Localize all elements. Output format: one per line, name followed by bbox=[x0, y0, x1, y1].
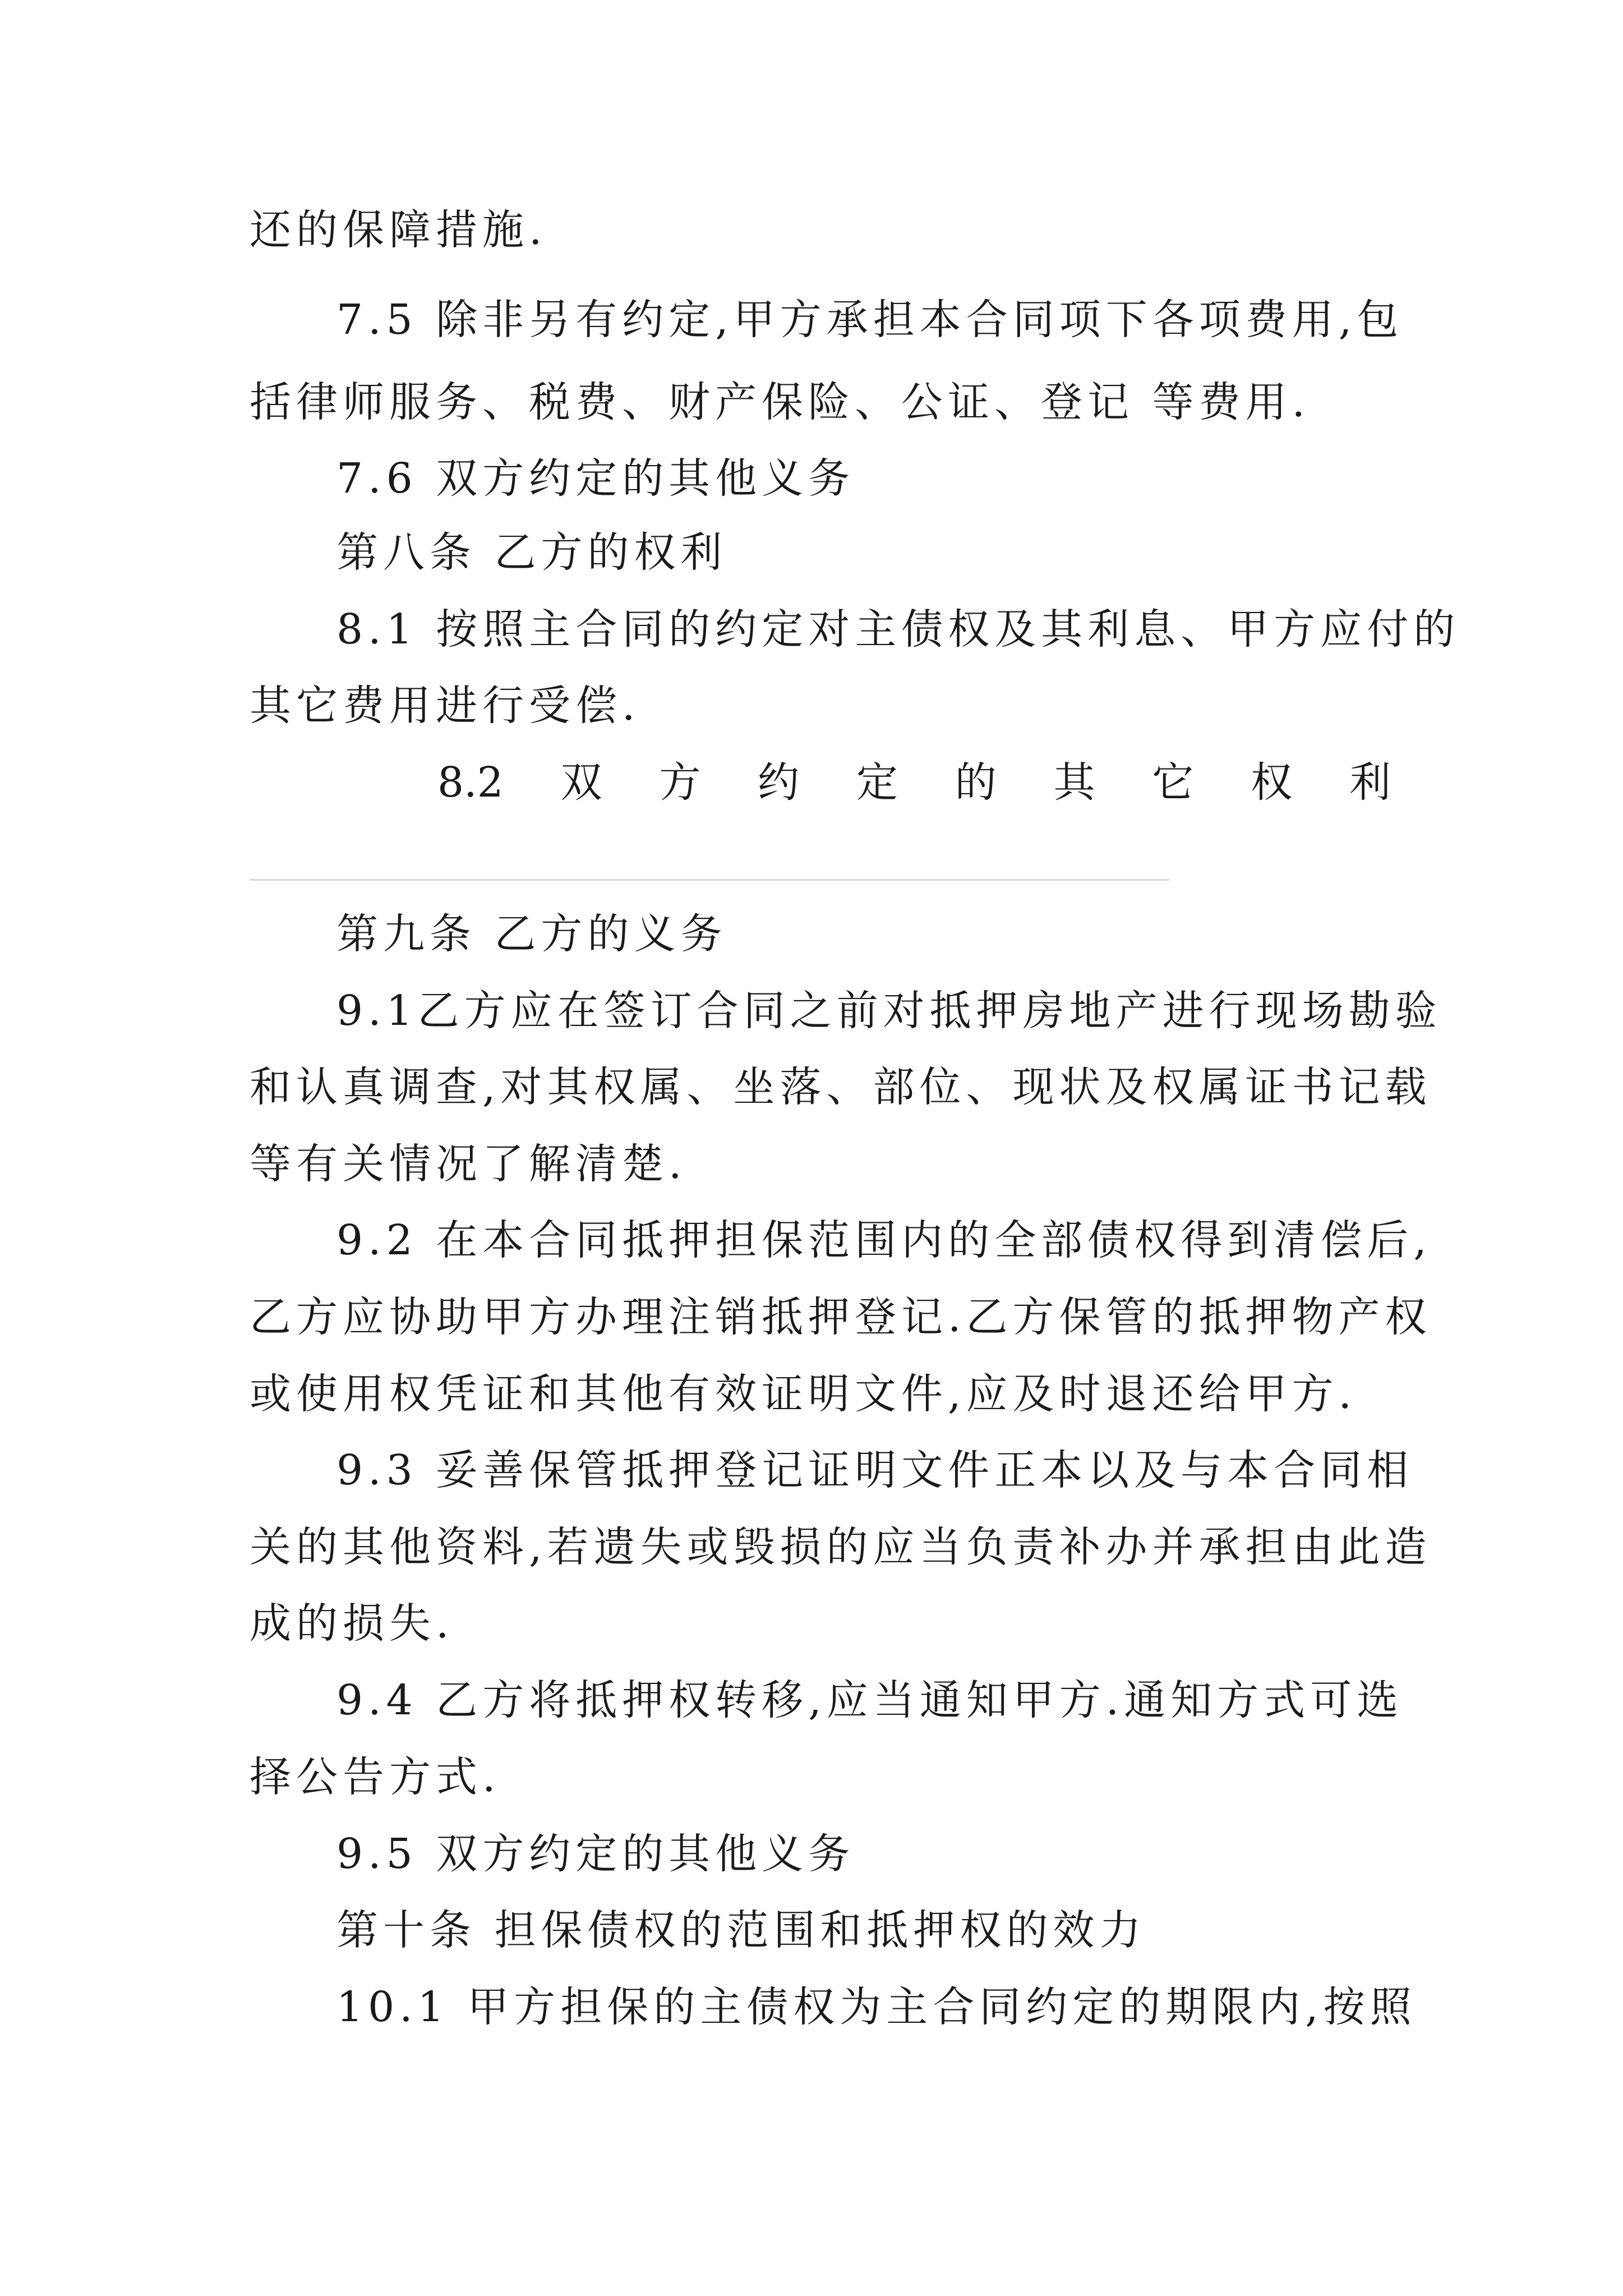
paragraph-line: 10.1 甲方担保的主债权为主合同约定的期限内,按照 bbox=[336, 1983, 1417, 2031]
spaced-char: 定 bbox=[856, 758, 898, 807]
paragraph-line: 还的保障措施. bbox=[250, 206, 547, 254]
spaced-char: 方 bbox=[659, 758, 701, 807]
paragraph-line: 9.3 妥善保管抵押登记证明文件正本以及与本合同相 bbox=[336, 1446, 1414, 1494]
spaced-char: 权 bbox=[1251, 758, 1293, 807]
paragraph-line: 或使用权凭证和其他有效证明文件,应及时退还给甲方. bbox=[250, 1370, 1357, 1418]
paragraph-line: 9.4 乙方将抵押权转移,应当通知甲方.通知方式可选 bbox=[336, 1676, 1404, 1724]
paragraph-line: 和认真调查,对其权属、坐落、部位、现状及权属证书记载 bbox=[250, 1063, 1432, 1111]
paragraph-line: 7.6 双方约定的其他义务 bbox=[336, 454, 855, 503]
blank-underline bbox=[250, 879, 1169, 881]
paragraph-line: 择公告方式. bbox=[250, 1753, 501, 1801]
section-heading: 第九条 乙方的义务 bbox=[336, 910, 727, 958]
spaced-char: 约 bbox=[758, 758, 800, 807]
section-heading: 第八条 乙方的权利 bbox=[336, 528, 727, 577]
spaced-char: 它 bbox=[1152, 758, 1194, 807]
paragraph-line: 其它费用进行受偿. bbox=[250, 682, 640, 730]
paragraph-line: 等有关情况了解清楚. bbox=[250, 1140, 687, 1188]
spaced-char: 利 bbox=[1349, 758, 1391, 807]
paragraph-line: 7.5 除非另有约定,甲方承担本合同项下各项费用,包 bbox=[336, 296, 1404, 344]
paragraph-line: 8.1 按照主合同的约定对主债权及其利息、甲方应付的 bbox=[336, 605, 1460, 654]
paragraph-line: 括律师服务、税费、财产保险、公证、登记 等费用. bbox=[250, 378, 1311, 426]
spaced-char: 其 bbox=[1053, 758, 1095, 807]
paragraph-line: 9.2 在本合同抵押担保范围内的全部债权得到清偿后, bbox=[336, 1216, 1432, 1264]
paragraph-line: 关的其他资料,若遗失或毁损的应当负责补办并承担由此造 bbox=[250, 1523, 1432, 1571]
paragraph-line: 9.1乙方应在签订合同之前对抵押房地产进行现场勘验 bbox=[336, 987, 1442, 1035]
paragraph-line: 成的损失. bbox=[250, 1599, 454, 1648]
spaced-char: 的 bbox=[955, 758, 997, 807]
section-heading: 第十条 担保债权的范围和抵押权的效力 bbox=[336, 1906, 1146, 1954]
spaced-char: 双 bbox=[560, 758, 602, 807]
paragraph-line: 乙方应协助甲方办理注销抵押登记.乙方保管的抵押物产权 bbox=[250, 1293, 1432, 1341]
spaced-char: 8.2 bbox=[437, 758, 504, 807]
spaced-paragraph-line bbox=[437, 754, 1391, 811]
paragraph-line: 9.5 双方约定的其他义务 bbox=[336, 1830, 855, 1878]
